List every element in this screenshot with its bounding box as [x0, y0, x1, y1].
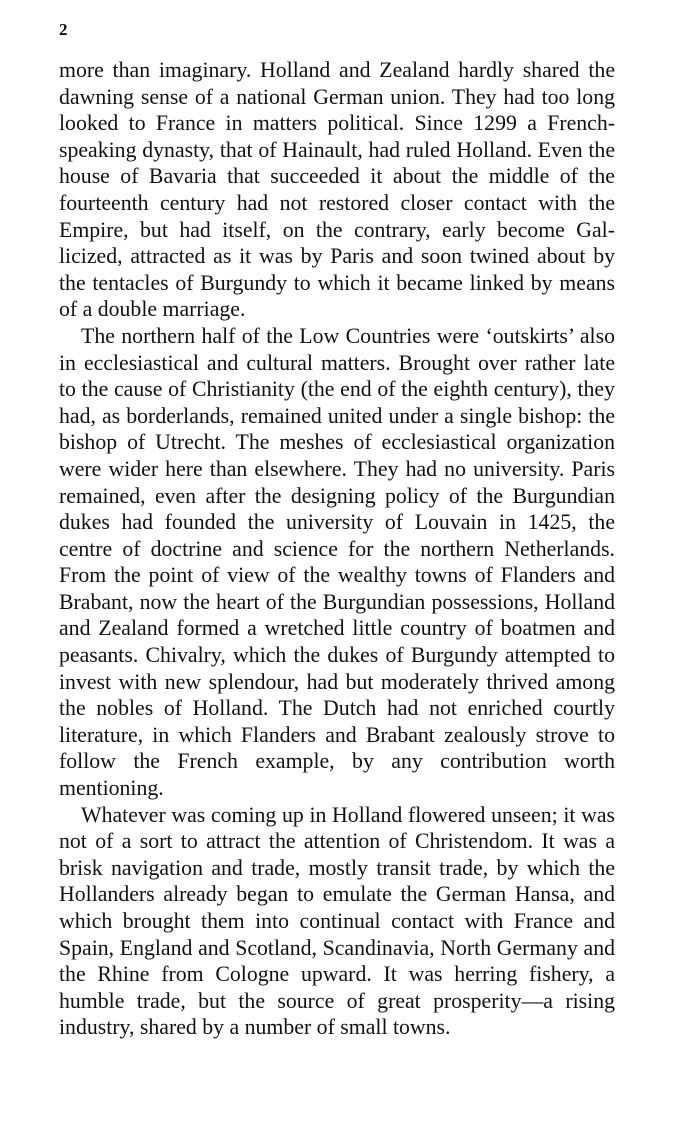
body-text	[59, 57, 615, 1041]
paragraph-1: more than imaginary. Holland and Zealand hardly shared the dawning sense of a national German union. They had too long looked to France in matters political. Since 1299 a Frenchspeaking dynasty, that of Hainault, had ruled Holland. Even the house of Bavaria that succeeded it about the middle of the fourteenth century had not restored closer contact with the Empire, but had itself, on the contrary, early become Gallicized, attracted as it was by Paris and soon twined about by the tentacles of Burgundy to which it became linked by means of a double marriage.	[59, 58, 615, 322]
page-number: 2	[59, 20, 68, 39]
paragraph-3: Whatever was coming up in Holland flowered unseen; it was not of a sort to attract the attention of Christendom. It was a brisk navigation and trade, mostly transit trade, by which the Hollanders already began to emulate the German Hansa, and which brought them into continual contact with France and Spain, England and Scotland, Scandinavia, North Germany and the Rhine from Cologne upward. It was herring fishery, a humble trade, but the source of great prosperity—a rising industry, shared by a number of small towns.	[59, 802, 615, 1040]
paragraph-2: The northern half of the Low Countries were ‘outskirts’ also in ecclesiastical and cultural matters. Brought over rather late to the cause of Christianity (the end of the eighth century), they had, as borderlands, remained united under a single bishop: the bishop of Utrecht. The meshes of ecclesiastical organization were wider here than elsewhere. They had no university. Paris remained, even after the designing policy of the Burgundian dukes had founded the university of Louvain in 1425, the centre of doctrine and science for the northern Netherlands. From the point of view of the wealthy towns of Flanders and Brabant, now the heart of the Burgundian possessions, Holland and Zealand formed a wretched little country of boatmen and peasants. Chivalry, which the dukes of Burgundy attempted to invest with new splendour, had but moderately thrived among the nobles of Holland. The Dutch had not enriched courtly literature, in which Flanders and Brabant zealously strove to follow the French example, by any contribution worth mentioning.	[59, 323, 615, 801]
